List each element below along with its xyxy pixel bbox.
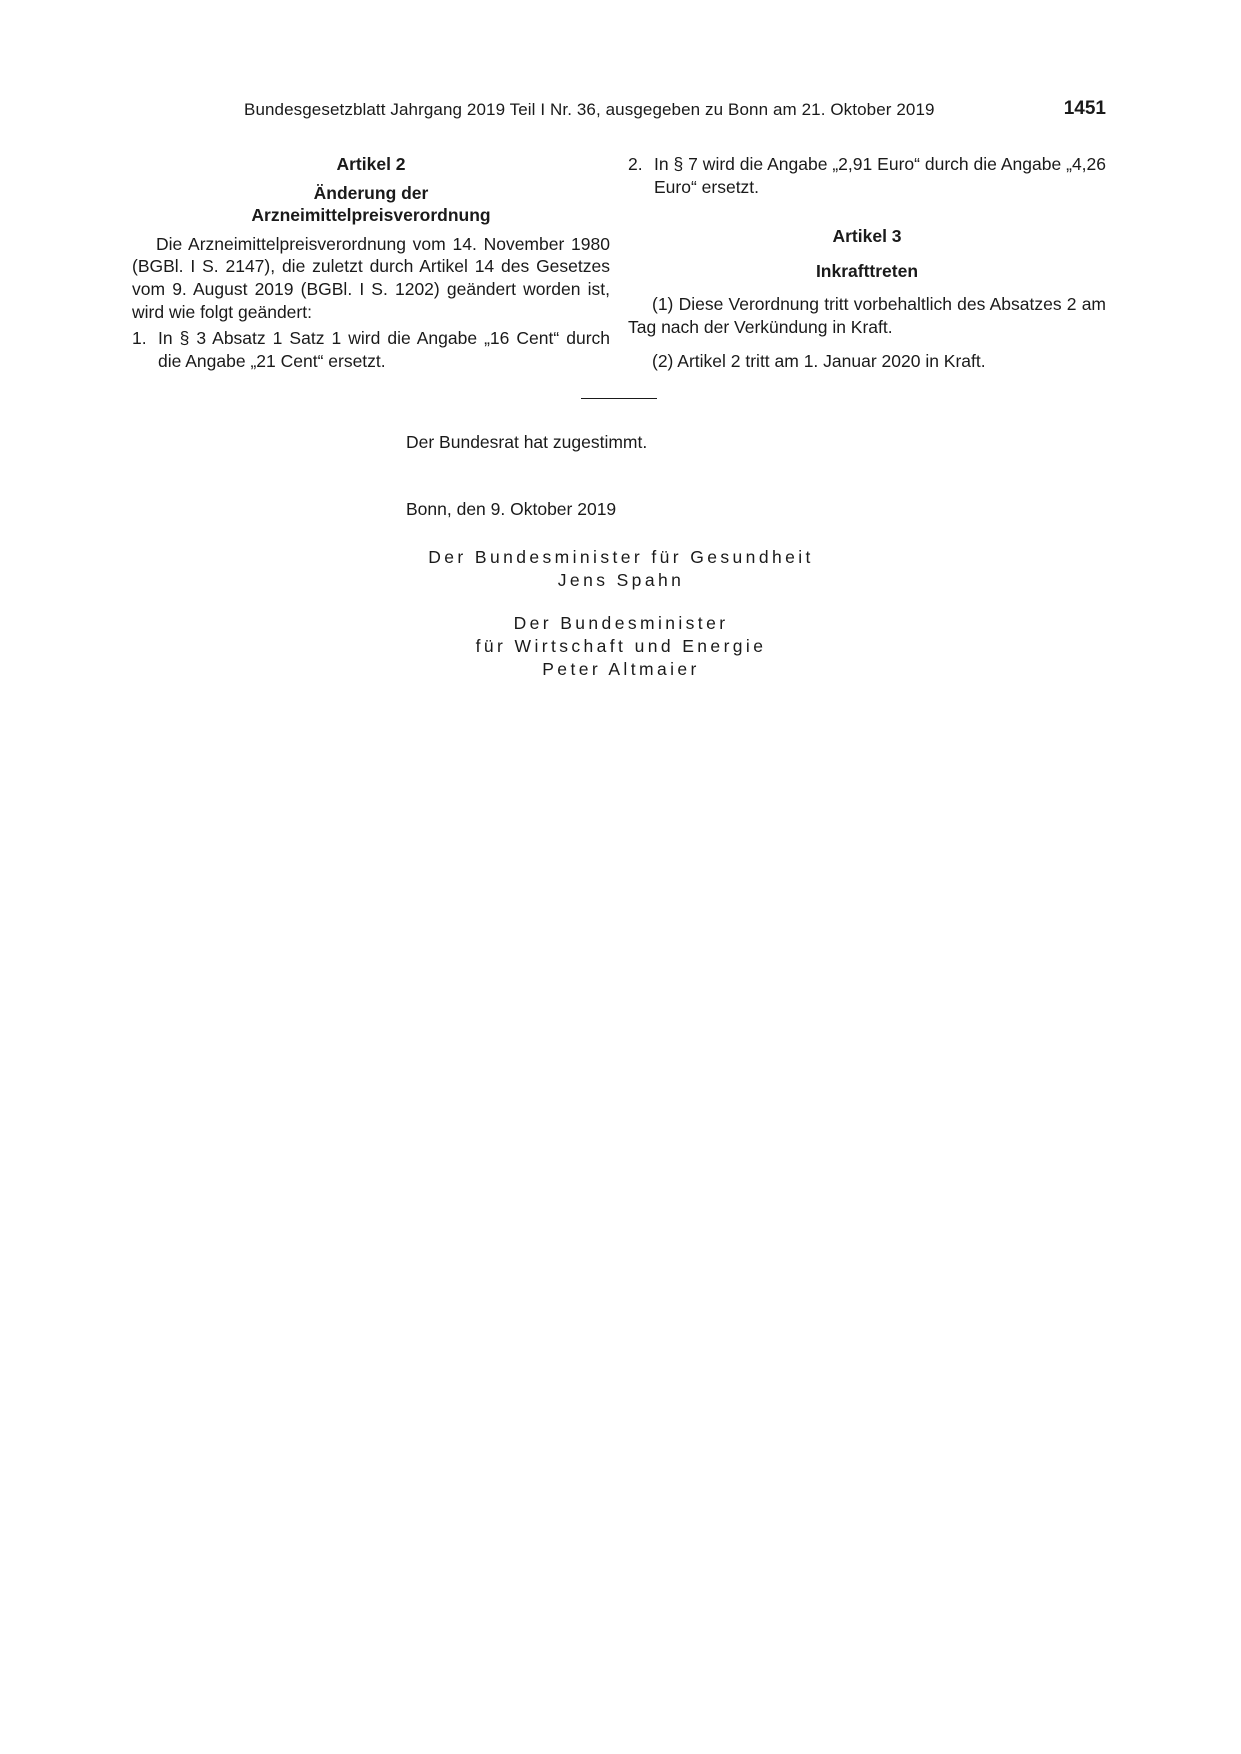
minister-2-title-line1: Der Bundesminister bbox=[513, 613, 729, 633]
list-item bbox=[628, 153, 1106, 198]
signature-block-economy bbox=[356, 612, 886, 681]
article-3-subtitle: Inkrafttreten bbox=[815, 260, 919, 281]
place-date: Bonn, den 9. Oktober 2019 bbox=[406, 499, 617, 519]
article-2-intro: Die Arzneimittelpreisverordnung vom 14. November 1980 (BGBl. I S. 2147), die zuletzt durch Artikel 14 des Gesetzes vom 9. August 2019 (BGBl. I S. 1202) geändert worden ist, wird wie folgt geändert: bbox=[132, 233, 610, 322]
list-number: 2. bbox=[628, 154, 643, 174]
article-2-heading: Artikel 2 bbox=[336, 154, 406, 174]
article-3-heading: Artikel 3 bbox=[832, 226, 902, 247]
article-3-paragraph-1: (1) Diese Verordnung tritt vorbehaltlich des Absatzes 2 am Tag nach der Verkündung in Kraft. bbox=[628, 294, 1106, 337]
list-item bbox=[132, 327, 610, 372]
list-text: In § 3 Absatz 1 Satz 1 wird die Angabe „16 Cent“ durch die Angabe „21 Cent“ ersetzt. bbox=[158, 328, 610, 371]
separator-rule bbox=[581, 398, 657, 399]
article-3-paragraph-2: (2) Artikel 2 tritt am 1. Januar 2020 in Kraft. bbox=[652, 350, 986, 371]
signature-block-health bbox=[356, 546, 886, 592]
minister-1-name: Jens Spahn bbox=[557, 570, 685, 590]
gazette-title: Bundesgesetzblatt Jahrgang 2019 Teil I Nr. 36, ausgegeben zu Bonn am 21. Oktober 2019 bbox=[244, 100, 935, 119]
minister-2-title-line2: für Wirtschaft und Energie bbox=[475, 636, 767, 656]
article-2-subtitle-line1: Änderung der bbox=[313, 182, 429, 203]
minister-2-name: Peter Altmaier bbox=[542, 659, 700, 679]
page-number: 1451 bbox=[1063, 98, 1106, 119]
minister-1-title: Der Bundesminister für Gesundheit bbox=[428, 547, 814, 567]
list-text: In § 7 wird die Angabe „2,91 Euro“ durch die Angabe „4,26 Euro“ ersetzt. bbox=[654, 154, 1106, 197]
page-header bbox=[244, 100, 1106, 124]
left-column bbox=[132, 153, 610, 372]
right-column bbox=[628, 153, 1106, 372]
article-2-subtitle-line2: Arzneimittelpreisverordnung bbox=[251, 205, 491, 226]
bundesrat-consent: Der Bundesrat hat zugestimmt. bbox=[406, 432, 648, 452]
list-number: 1. bbox=[132, 328, 147, 349]
